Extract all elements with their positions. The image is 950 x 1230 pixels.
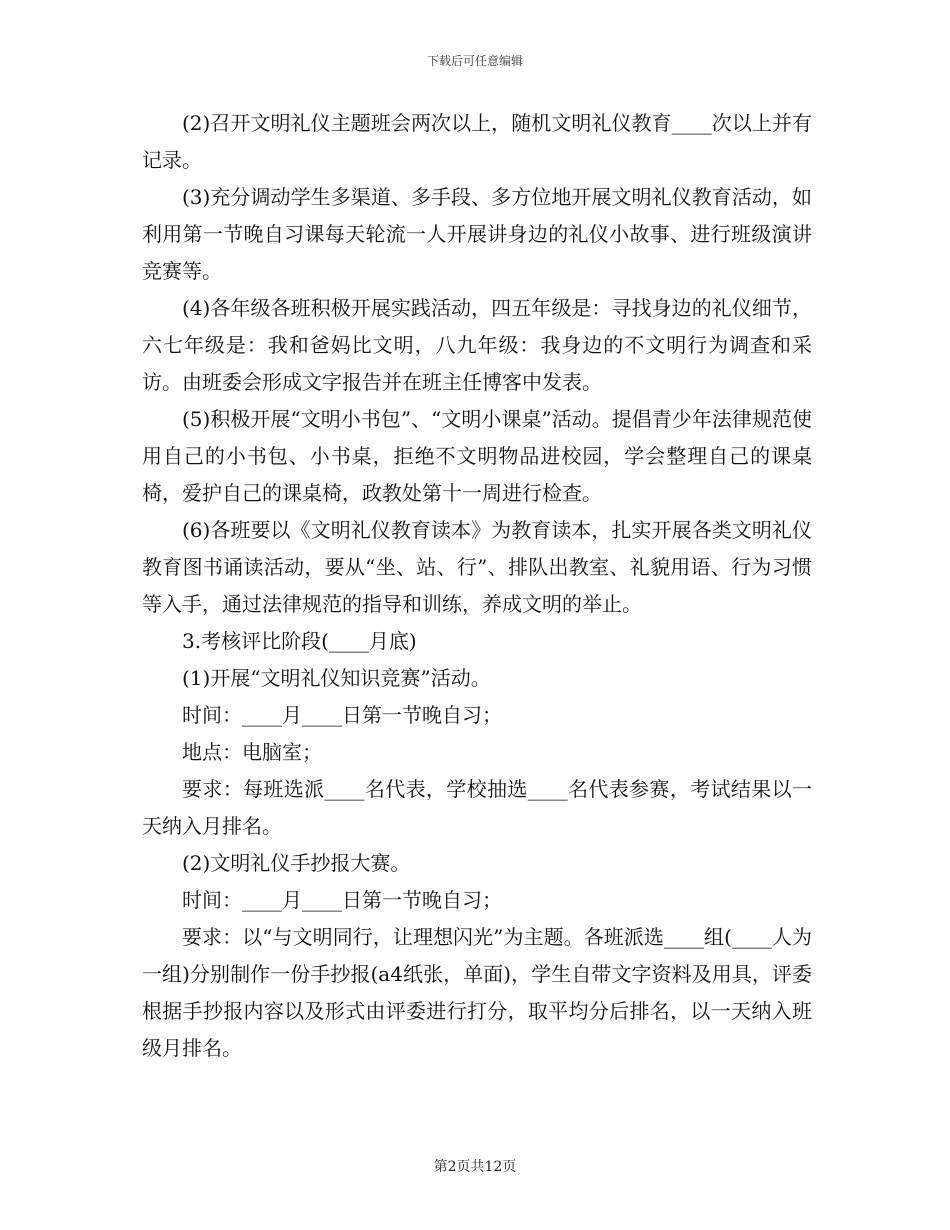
paragraph-quiz-location: 地点：电脑室； <box>182 740 322 764</box>
page-footer: 第2页共12页 <box>433 1159 517 1175</box>
paragraph-item-6-reading: (6)各班要以《文明礼仪教育读本》为教育读本，扎实开展各类文明礼仪教育图书诵读活动，要从“坐、站、行”、排队出教室、礼貌用语、行为习惯等入手，通过法律规范的指导和训练，养成文明的举止。 <box>142 518 812 616</box>
paragraph-item-5-schoolbag-desk: (5)积极开展“文明小书包”、“文明小课桌”活动。提倡青少年法律规范使用自己的小书包、小书桌，拒绝不文明物品进校园，学会整理自己的课桌椅，爱护自己的课桌椅，政教处第十一周进行检查。 <box>142 407 812 505</box>
section-heading-assessment: 3.考核评比阶段(____月底) <box>182 629 417 653</box>
document-body <box>142 105 812 1067</box>
paragraph-newspaper-time: 时间：____月____日第一节晚自习； <box>182 888 502 912</box>
paragraph-item-3-education-activities: (3)充分调动学生多渠道、多手段、多方位地开展文明礼仪教育活动，如利用第一节晚自习课每天轮流一人开展讲身边的礼仪小故事、进行班级演讲竞赛等。 <box>142 185 812 283</box>
paragraph-quiz-time: 时间：____月____日第一节晚自习； <box>182 703 502 727</box>
paragraph-newspaper-requirements: 要求：以“与文明同行，让理想闪光”为主题。各班派选____组(____人为一组)分别制作一份手抄报(a4纸张，单面)，学生自带文字资料及用具，评委根据手抄报内容以及形式由评委进行打分，取平均分后排名，以一天纳入班级月排名。 <box>142 925 812 1060</box>
paragraph-item-4-practice-activities: (4)各年级各班积极开展实践活动，四五年级是：寻找身边的礼仪细节，六七年级是：我和爸妈比文明，八九年级：我身边的不文明行为调查和采访。由班委会形成文字报告并在班主任博客中发表。 <box>142 296 812 394</box>
paragraph-item-2-theme-meetings: (2)召开文明礼仪主题班会两次以上，随机文明礼仪教育____次以上并有记录。 <box>142 111 812 172</box>
page-header: 下载后可任意编辑 <box>426 54 523 68</box>
paragraph-quiz-requirements: 要求：每班选派____名代表，学校抽选____名代表参赛，考试结果以一天纳入月排名。 <box>142 777 812 838</box>
paragraph-quiz-title: (1)开展“文明礼仪知识竞赛”活动。 <box>182 666 491 690</box>
paragraph-handwritten-newspaper-title: (2)文明礼仪手抄报大赛。 <box>182 851 411 875</box>
